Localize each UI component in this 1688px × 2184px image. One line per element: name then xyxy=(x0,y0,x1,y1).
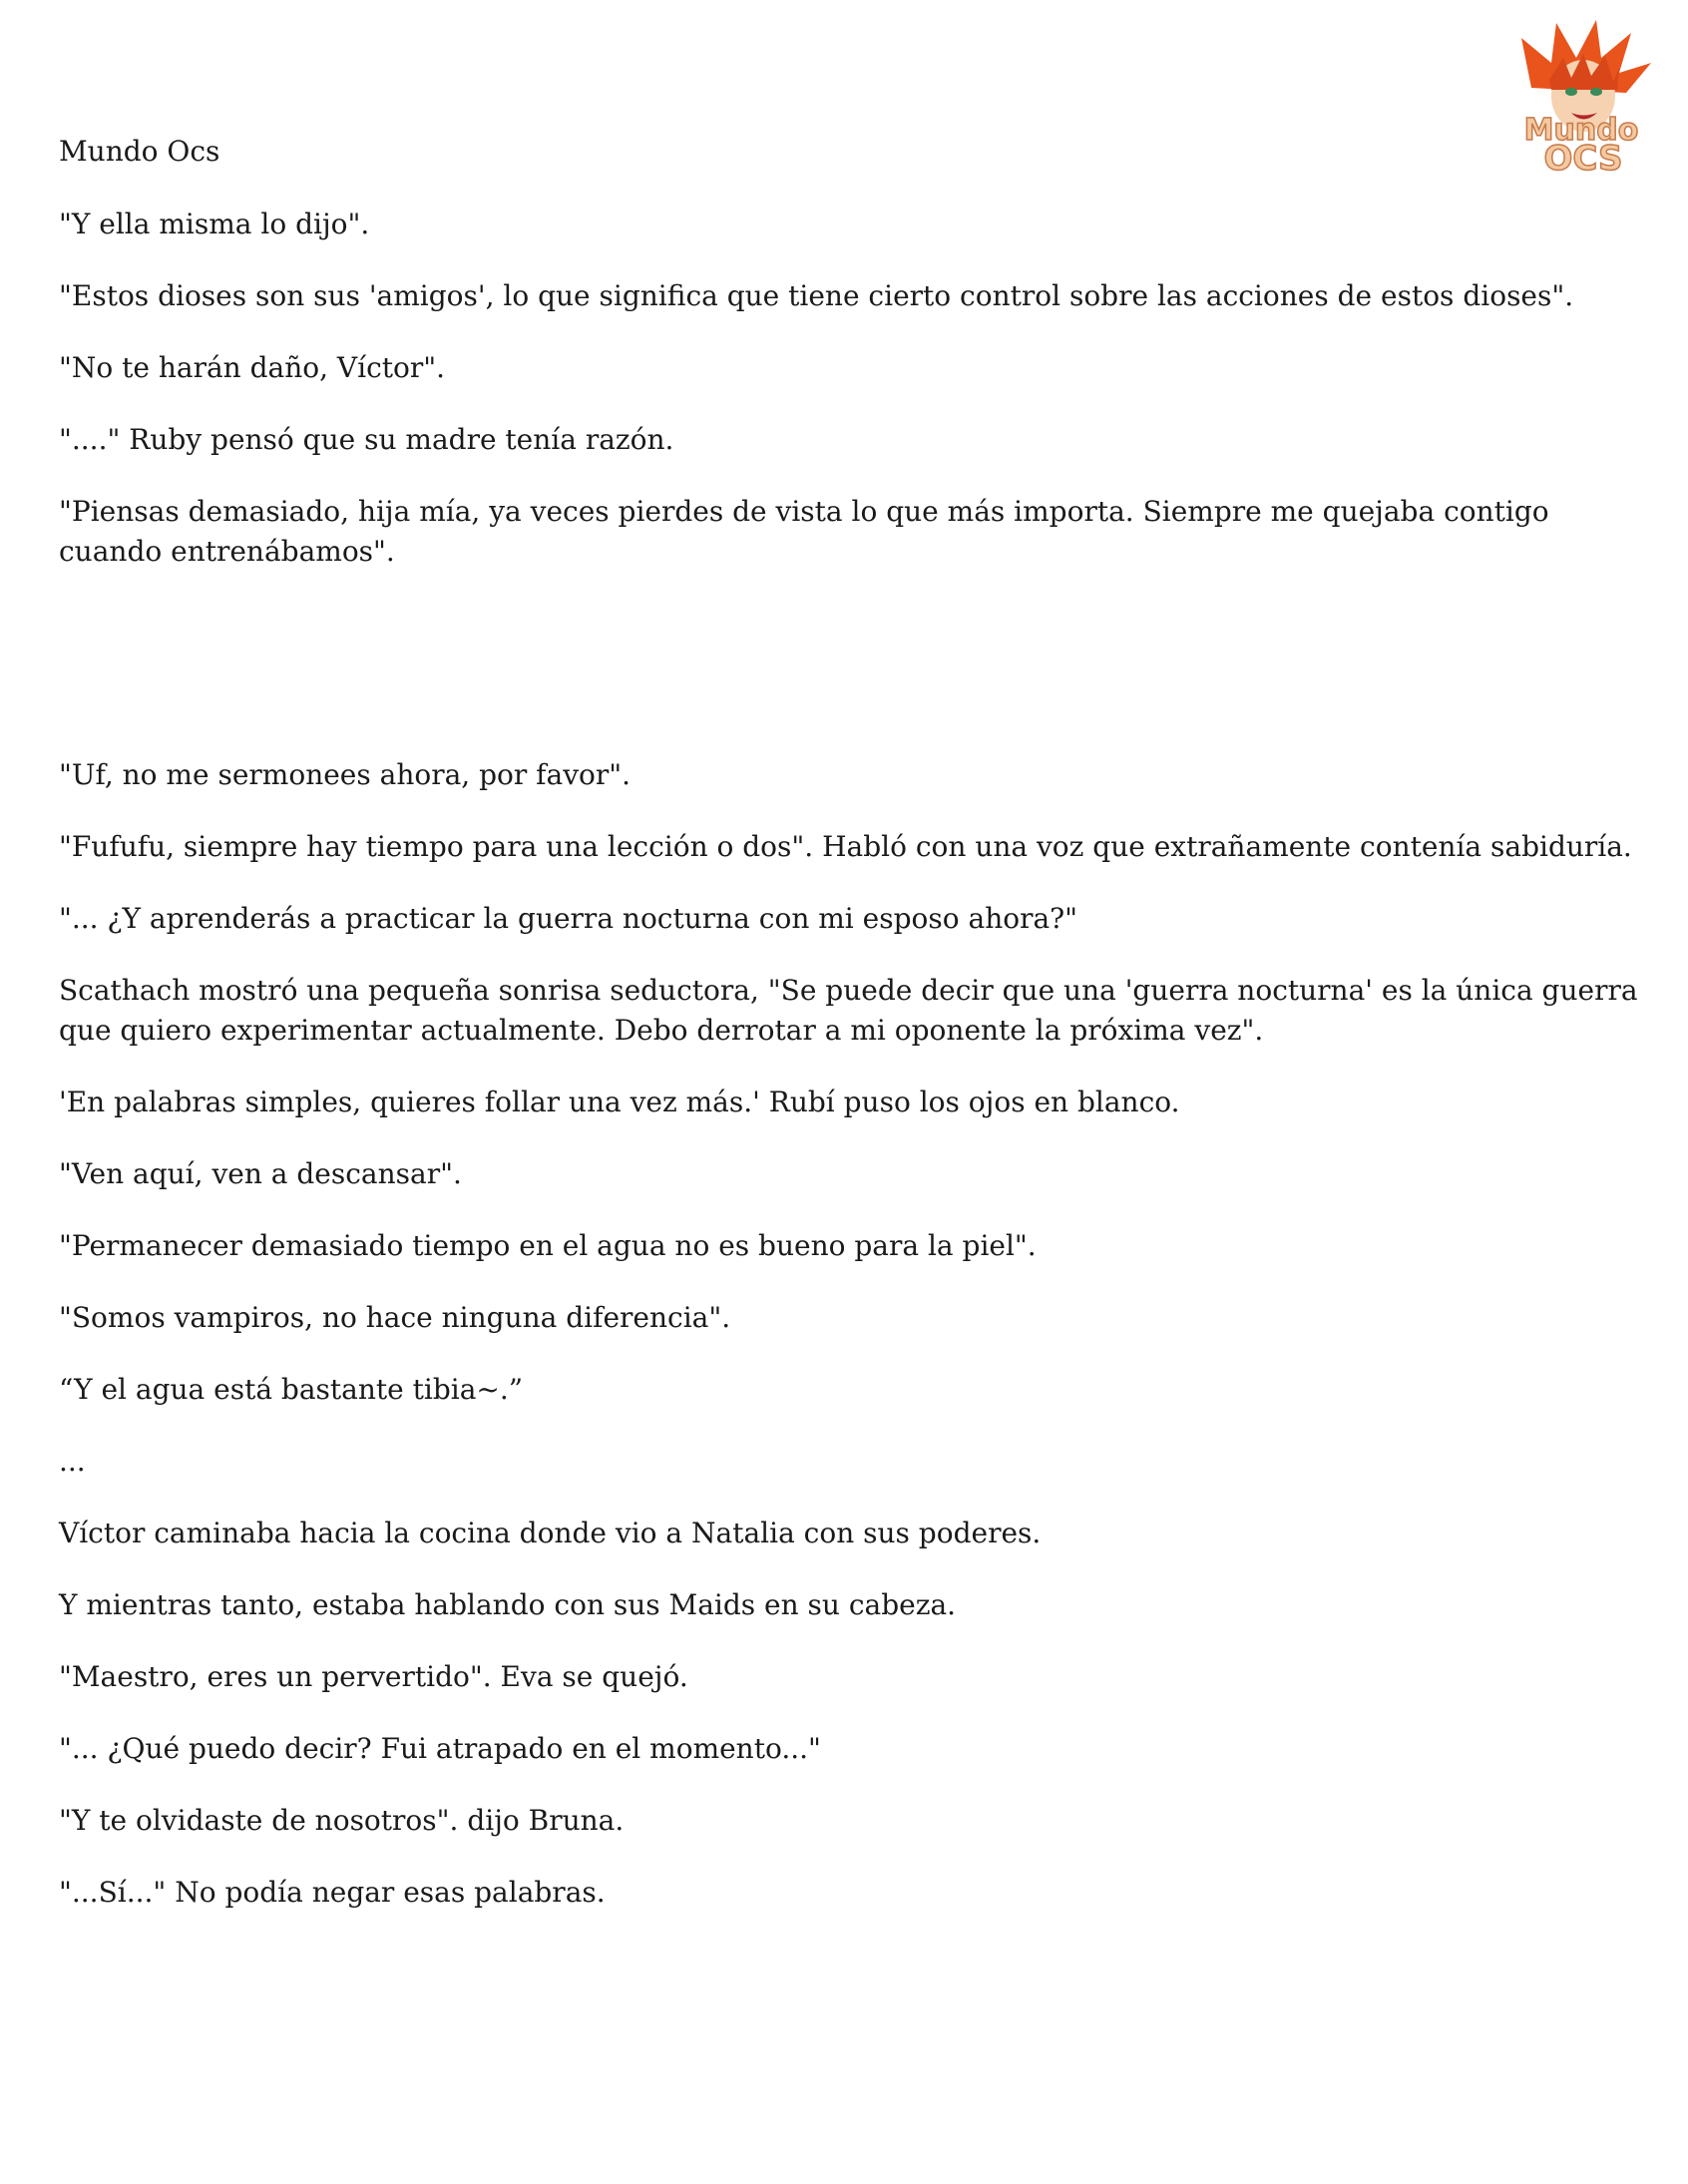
paragraph: "...Sí..." No podía negar esas palabras. xyxy=(59,1876,606,1909)
paragraph: "No te harán daño, Víctor". xyxy=(59,351,446,384)
mundo-ocs-logo xyxy=(1501,18,1661,178)
paragraph: "Piensas demasiado, hija mía, ya veces pierdes de vista lo que más importa. Siempre me quejaba contigo cuando entrenábamos". xyxy=(59,495,1549,568)
paragraph: 'En palabras simples, quieres follar una vez más.' Rubí puso los ojos en blanco. xyxy=(59,1086,1180,1118)
logo-text-top: Mundo xyxy=(1523,113,1639,148)
text-section-2 xyxy=(59,755,1645,1945)
logo-text-bottom: OCS xyxy=(1543,139,1623,178)
paragraph: "Y te olvidaste de nosotros". dijo Bruna. xyxy=(59,1804,625,1837)
paragraph: Scathach mostró una pequeña sonrisa seductora, "Se puede decir que una 'guerra nocturna' es la única guerra que quiero experimentar actualmente. Debo derrotar a mi oponente la próxima vez". xyxy=(59,974,1638,1047)
paragraph: "Somos vampiros, no hace ninguna diferencia". xyxy=(59,1301,731,1334)
paragraph: "Maestro, eres un pervertido". Eva se quejó. xyxy=(59,1660,688,1693)
paragraph: "Y ella misma lo dijo". xyxy=(59,208,370,240)
paragraph: Y mientras tanto, estaba hablando con sus Maids en su cabeza. xyxy=(59,1588,957,1621)
paragraph: "... ¿Y aprenderás a practicar la guerra nocturna con mi esposo ahora?" xyxy=(59,902,1078,935)
paragraph: “Y el agua está bastante tibia~.” xyxy=(59,1373,524,1406)
paragraph: "...." Ruby pensó que su madre tenía razón. xyxy=(59,423,674,456)
paragraph: "Fufufu, siempre hay tiempo para una lección o dos". Habló con una voz que extrañamente contenía sabiduría. xyxy=(59,830,1632,863)
paragraph: "Ven aquí, ven a descansar". xyxy=(59,1157,462,1190)
page-header-title: Mundo Ocs xyxy=(59,135,220,168)
paragraph: Víctor caminaba hacia la cocina donde vio a Natalia con sus poderes. xyxy=(59,1517,1042,1549)
paragraph: "... ¿Qué puedo decir? Fui atrapado en el momento..." xyxy=(59,1732,821,1765)
paragraph: "Permanecer demasiado tiempo en el agua no es bueno para la piel". xyxy=(59,1229,1037,1262)
paragraph: "Estos dioses son sus 'amigos', lo que significa que tiene cierto control sobre las acciones de estos dioses". xyxy=(59,279,1574,312)
text-section-1 xyxy=(59,205,1645,604)
paragraph: "Uf, no me sermonees ahora, por favor". xyxy=(59,758,632,791)
paragraph: ... xyxy=(59,1445,86,1478)
